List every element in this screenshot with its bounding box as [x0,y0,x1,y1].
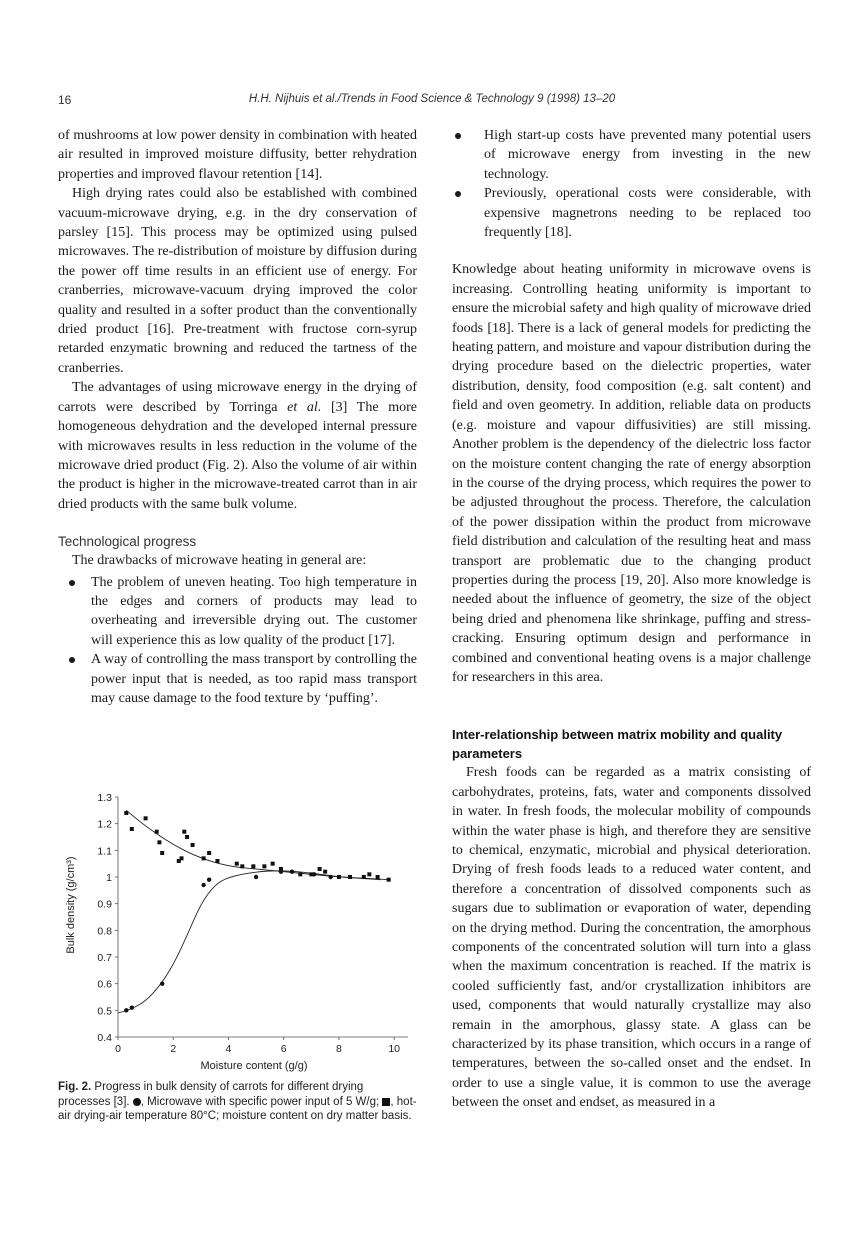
hot-air-data-point [323,870,327,874]
hot-air-data-point [207,851,211,855]
y-tick-label: 1.1 [97,845,112,858]
section-heading: Technological progress [58,534,197,550]
y-axis-label: Bulk density (g/cm³) [65,856,77,954]
microwave-data-point [160,981,164,985]
microwave-data-point [328,875,332,879]
y-tick-label: 0.9 [97,898,112,911]
hot-air-data-point [251,864,255,868]
y-tick-label: 1 [106,872,112,884]
y-tick-label: 1.3 [97,792,112,804]
x-tick-label: 10 [388,1043,401,1055]
caption-text: , Microwave with specific power input of 5 W/g; [140,1095,383,1108]
paragraph: High drying rates could also be established with combined vacuum-microwave drying, e.g. in the dry conservation of parsley [15]. This process may be optimized using pulsed microwaves. The re-distribution of moisture by diffusion during the power off time results in an efficient use of energy. For cranberries, microwave-vacuum drying improved the color quality and resulted in a softer product than the conventionally dried product [16]. Pre-treatment with fructose corn-syrup retarded enzymatic browning and reduced the tartness of the cranberries. [58,186,417,376]
list-item-text: High start-up costs have prevented many potential users of microwave energy from investing in the new technology. [484,128,811,182]
hot-air-data-point [318,867,322,871]
list-item-text: The problem of uneven heating. Too high temperature in the edges and corners of products may lead to overheating and irreversible drying out. The customer will experience this as low quality of the product [17]. [91,574,417,648]
bullet-icon [69,580,75,586]
hot-air-data-point [191,843,195,847]
hot-air-data-point [240,864,244,868]
hot-air-data-point [182,830,186,834]
hot-air-data-point [202,856,206,860]
bullet-list [58,573,417,709]
hot-air-data-point [124,811,128,815]
paragraph: The drawbacks of microwave heating in general are: [72,553,367,569]
list-item [452,184,811,242]
paragraph [58,378,417,514]
hot-air-data-point [235,862,239,866]
hot-air-data-point [160,851,164,855]
hot-air-data-point [387,878,391,882]
hot-air-data-point [271,862,275,866]
chart-ticks [97,792,400,1055]
x-tick-label: 0 [115,1043,121,1055]
list-item-text: Previously, operational costs were considerable, with expensive magnetrons needing to be replaced too frequently [18]. [484,186,811,241]
bullet-list [452,126,811,242]
bulk-density-chart [58,785,418,1075]
hot-air-data-point [180,856,184,860]
paragraph: Fresh foods can be regarded as a matrix consisting of carbohydrates, proteins, fats, water and components dissolved in water. In fresh foods, the molecular mobility of compounds within the water phase is high, and therefore they are sensitive to chemical, enzymatic, microbial and physical deterioration. Drying of fresh foods leads to a reduced water content, and therefore a concentration of dissolved components such as sugars due to sublimation or evaporation of water, depending on the drying method. During the concentration, the amorphous components of the concentrated solution will turn into a glass when the maximum concentration is reached. If the matrix is cooled sufficiently fast, and/or crystallization inhibitors are used, components that would naturally crystallize may also remain in the amorphous, glassy state. A glass can be characterized by its phase transition, which occurs in a range of temperatures, between the so-called onset and the endset. In order to use a single value, it is common to use the average between the onset and endset, as measured in a [452,765,811,1111]
hot-air-data-point [130,827,134,831]
section-heading: Inter-relationship between matrix mobility and quality parameters [452,727,783,762]
y-tick-label: 0.8 [97,925,112,938]
paragraph: of mushrooms at low power density in combination with heated air resulted in improved moisture diffusity, better rehydration properties and improved flavour retention [14]. [58,128,417,182]
hot-air-data-point [262,864,266,868]
text-span: [3] The more homogeneous dehydration and the developed internal pressure with microwaves results in less reduction in the volume of the microwave dried product (Fig. 2). Also the volume of air within the product is higher in the microwave-treated carrot than in air dried products with the same bulk volume. [58,399,417,512]
y-tick-label: 0.4 [97,1032,112,1044]
list-item [58,573,417,651]
microwave-data-point [254,875,258,879]
hot-air-data-point [309,872,313,876]
y-tick-label: 0.5 [97,1005,112,1018]
microwave-data-point [290,869,294,873]
x-tick-label: 8 [336,1043,342,1055]
hot-air-data-point [298,872,302,876]
y-tick-label: 0.6 [97,978,112,991]
figure-caption [58,1080,418,1124]
microwave-data-point [124,1008,128,1012]
y-tick-label: 1.2 [97,818,112,831]
chart-axes [118,797,408,1037]
hot-air-data-point [185,835,189,839]
bullet-icon [455,133,461,139]
x-tick-label: 6 [280,1043,287,1055]
x-tick-label: 2 [170,1043,177,1055]
running-head: H.H. Nijhuis et al./Trends in Food Science & Technology 9 (1998) 13–20 [248,93,616,105]
hot-air-trend-line [126,810,388,879]
hot-air-data-point [144,816,148,820]
circle-marker-icon [133,1098,141,1106]
y-tick-label: 0.7 [97,952,112,964]
x-tick-label: 4 [225,1043,232,1055]
hot-air-data-point [337,875,341,879]
microwave-data-point [130,1005,134,1009]
caption-label: Fig. 2. [58,1081,92,1093]
hot-air-data-point [157,840,161,844]
paragraph: Knowledge about heating uniformity in microwave ovens is increasing. Controlling heating uniformity is important to ensure the microbial safety and high quality of microwave dried foods [18]. There is a lack of general models for predicting the heating pattern, and moisture and vapour distribution during the drying procedure based on the dielectric properties, water distribution, density, food composition (e.g. salt content) and field and oven geometry. In addition, reliable data on products (e.g. moisture and vapour diffusivities) are still missing. Another problem is the dependency of the dielectric loss factor on the moisture content changing the rate of energy absorption in the course of the drying process, which requires the power to be adjusted throughout the process. Therefore, the calculation of the power dissipation within the product from microwave field distribution and calculation of the resulting heat and mass transport are problematic due to the changing product properties during the process [19, 20]. Also more knowledge is needed about the influence of geometry, the size of the object being dried and phenomena like shrinkage, puffing and stress-cracking. Ensuring optimum design and performance in combined and conventional heating ovens is a major challenge for researchers in this area. [452,262,811,685]
caption-text: , hot-air drying-air temperature 80°C; moisture content on dry matter basis. [58,1095,417,1122]
hot-air-data-point [348,875,352,879]
x-axis-label: Moisture content (g/g) [200,1060,308,1072]
right-column [452,126,811,1113]
page-number: 16 [58,93,72,107]
hot-air-data-point [279,867,283,871]
et-al: et al. [287,399,322,415]
bullet-icon [455,191,461,197]
hot-air-data-point [362,875,366,879]
bullet-icon [69,657,75,663]
list-item [58,650,417,708]
chart-marks [124,811,391,1013]
hot-air-data-point [376,875,380,879]
microwave-data-point [201,883,205,887]
hot-air-data-point [367,872,371,876]
caption-text: Progress in bulk density of carrots for different drying processes [3]. [58,1081,364,1108]
microwave-data-point [207,877,211,881]
text-span: The advantages of using microwave energy in the drying of carrots were described by Torringa [58,380,417,415]
left-column [58,126,417,708]
microwave-trend-line [118,871,380,1013]
list-item-text: A way of controlling the mass transport by controlling the power input that is needed, as too rapid mass transport may cause damage to the food texture by ‘puffing’. [91,652,417,706]
list-item [452,126,811,184]
hot-air-data-point [155,830,159,834]
hot-air-data-point [215,859,219,863]
